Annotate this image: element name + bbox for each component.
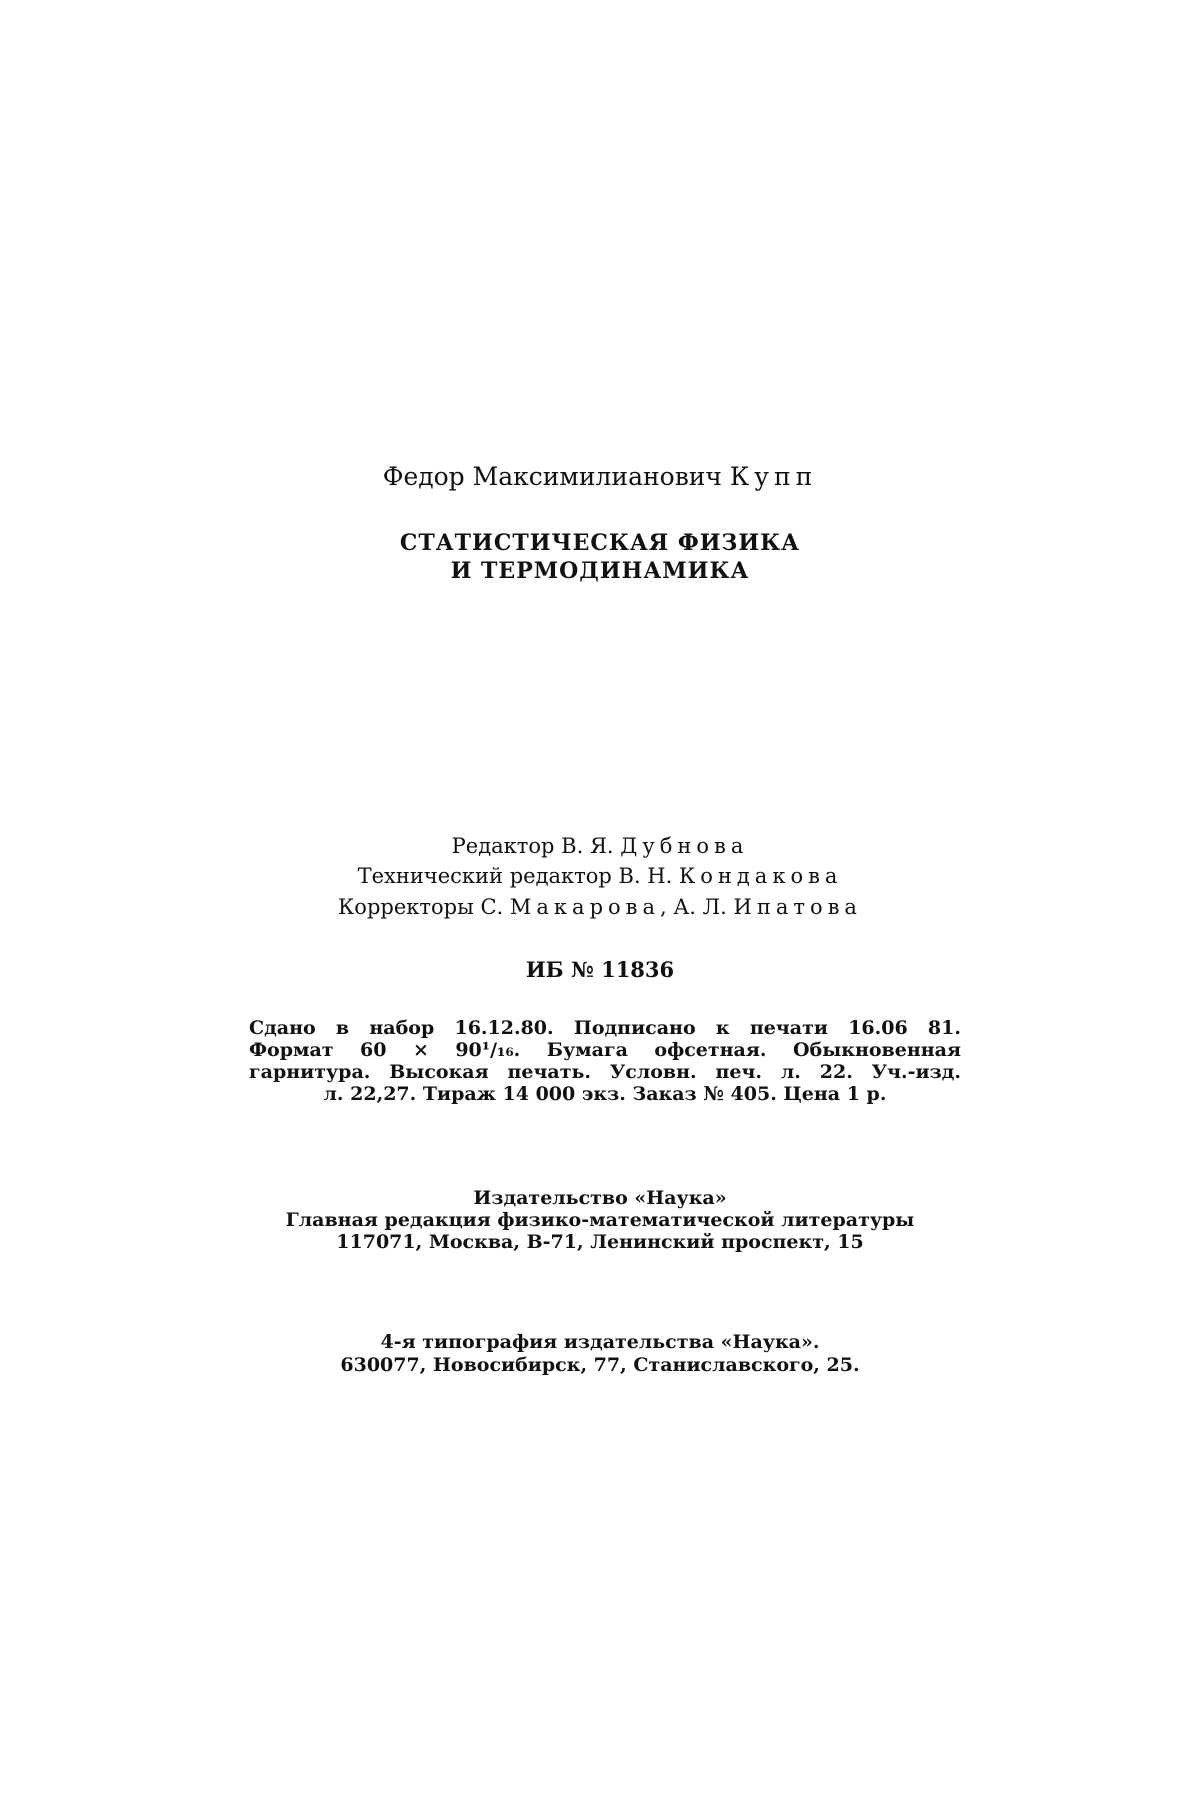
proofreaders-label: Корректоры С. — [338, 895, 504, 919]
printing-house-name: 4-я типография издательства «Наука». — [380, 1331, 820, 1353]
proofreader-1-name: Макарова — [509, 895, 661, 919]
book-title-line-1: СТАТИСТИЧЕСКАЯ ФИЗИКА — [399, 530, 801, 556]
book-title-line-2: И ТЕРМОДИНАМИКА — [450, 558, 750, 584]
tech-editor-name: Кондакова — [678, 864, 843, 888]
ib-number — [0, 957, 1200, 982]
author-name: Федор Максимилианович — [382, 462, 722, 491]
proofreader-2-name: Ипатова — [733, 895, 862, 919]
imprint-line-2: Формат 60 × 90¹/₁₆. Бумага офсетная. Обыкновенная — [249, 1039, 961, 1061]
proofreaders-separator: , А. Л. — [660, 895, 727, 919]
ib-value: 11836 — [601, 957, 675, 982]
publisher-division: Главная редакция физико-математической литературы — [285, 1209, 915, 1231]
imprint-line-3: гарнитура. Высокая печать. Условн. печ. л. 22. Уч.-изд. — [249, 1061, 961, 1083]
editor-label: Редактор В. Я. — [451, 834, 614, 858]
tech-editor-label: Технический редактор В. Н. — [357, 864, 673, 888]
ib-label: ИБ № — [525, 957, 594, 982]
publisher-name: Издательство «Наука» — [473, 1187, 727, 1209]
author-surname: Купп — [729, 462, 818, 491]
editor-name: Дубнова — [620, 834, 749, 858]
tech-editor-credit — [0, 864, 1200, 888]
printing-house-address: 630077, Новосибирск, 77, Станиславского, 25. — [340, 1354, 860, 1376]
editor-credit — [0, 834, 1200, 858]
publisher-address: 117071, Москва, В-71, Ленинский проспект, 15 — [336, 1231, 864, 1253]
imprint-line-4: л. 22,27. Тираж 14 000 экз. Заказ № 405. Цена 1 р. — [323, 1083, 887, 1105]
author-line — [0, 462, 1200, 491]
imprint-block — [249, 1017, 961, 1105]
proofreaders-credit — [0, 895, 1200, 919]
imprint-line-1: Сдано в набор 16.12.80. Подписано к печати 16.06 81. — [249, 1017, 961, 1039]
